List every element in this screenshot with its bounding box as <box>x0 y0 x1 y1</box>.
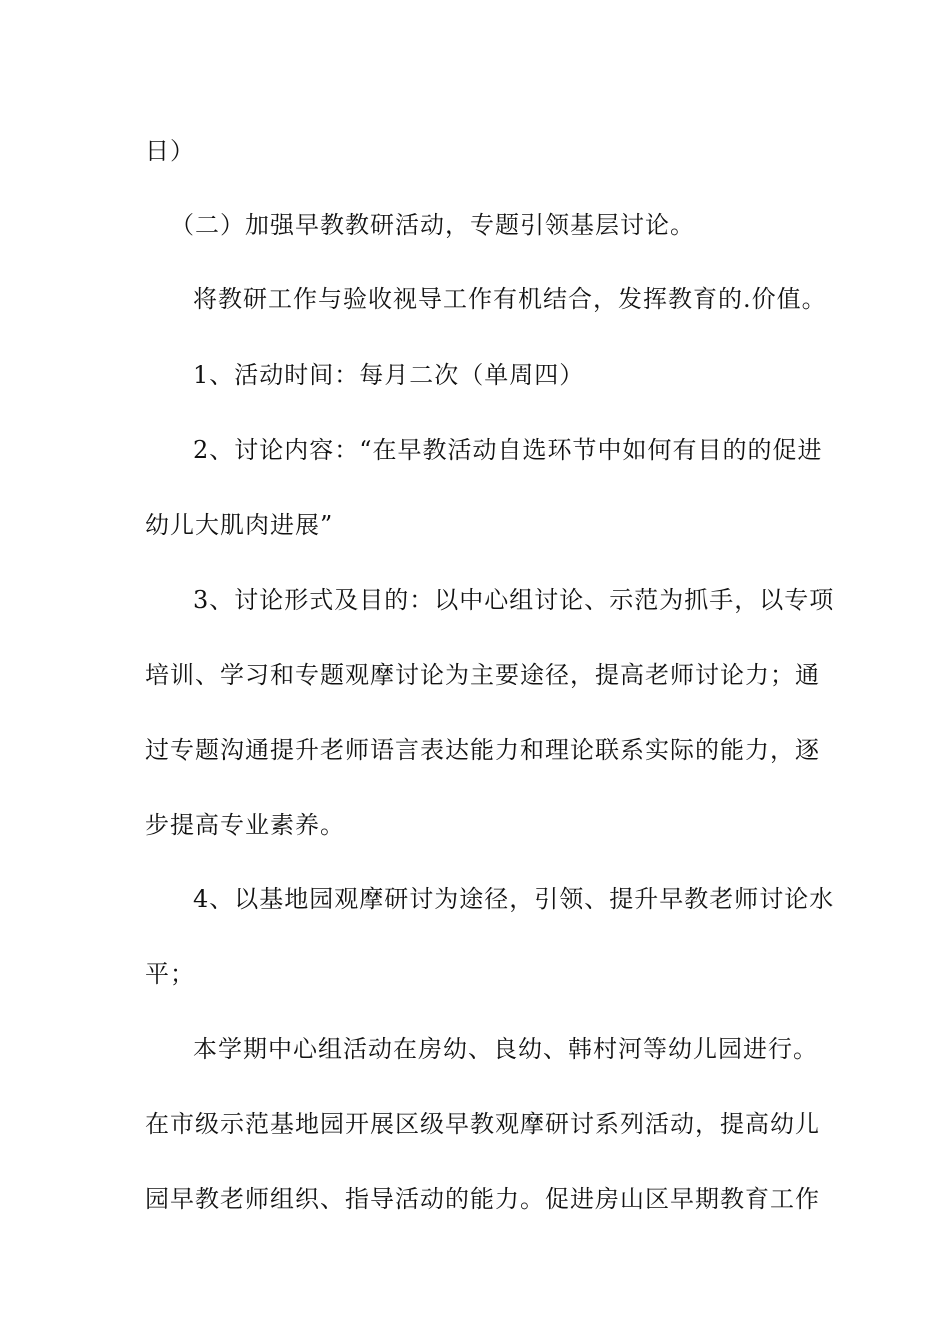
section-heading: （二）加强早教教研活动，专题引领基层讨论。 <box>170 211 695 239</box>
text-line: 日） <box>145 137 195 165</box>
paragraph-line: 在市级示范基地园开展区级早教观摩研讨系列活动，提高幼儿 <box>145 1110 820 1138</box>
paragraph-line: 幼儿大肌肉进展” <box>145 511 334 539</box>
list-item-line: 3、讨论形式及目的：以中心组讨论、示范为抓手，以专项 <box>193 586 835 614</box>
paragraph-line: 本学期中心组活动在房幼、良幼、韩村河等幼儿园进行。 <box>193 1035 818 1063</box>
paragraph-line: 步提高专业素养。 <box>145 811 345 839</box>
paragraph-line: 培训、学习和专题观摩讨论为主要途径，提高老师讨论力；通 <box>145 661 820 689</box>
list-item-line: 2、讨论内容：“在早教活动自选环节中如何有目的的促进 <box>193 436 823 464</box>
paragraph-line: 园早教老师组织、指导活动的能力。促进房山区早期教育工作 <box>145 1185 820 1213</box>
paragraph-line: 平； <box>145 960 195 988</box>
list-item-line: 1、活动时间：每月二次（单周四） <box>193 361 585 389</box>
paragraph-line: 将教研工作与验收视导工作有机结合，发挥教育的.价值。 <box>193 285 827 313</box>
list-item-line: 4、以基地园观摩研讨为途径，引领、提升早教老师讨论水 <box>193 885 835 913</box>
paragraph-line: 过专题沟通提升老师语言表达能力和理论联系实际的能力，逐 <box>145 736 820 764</box>
